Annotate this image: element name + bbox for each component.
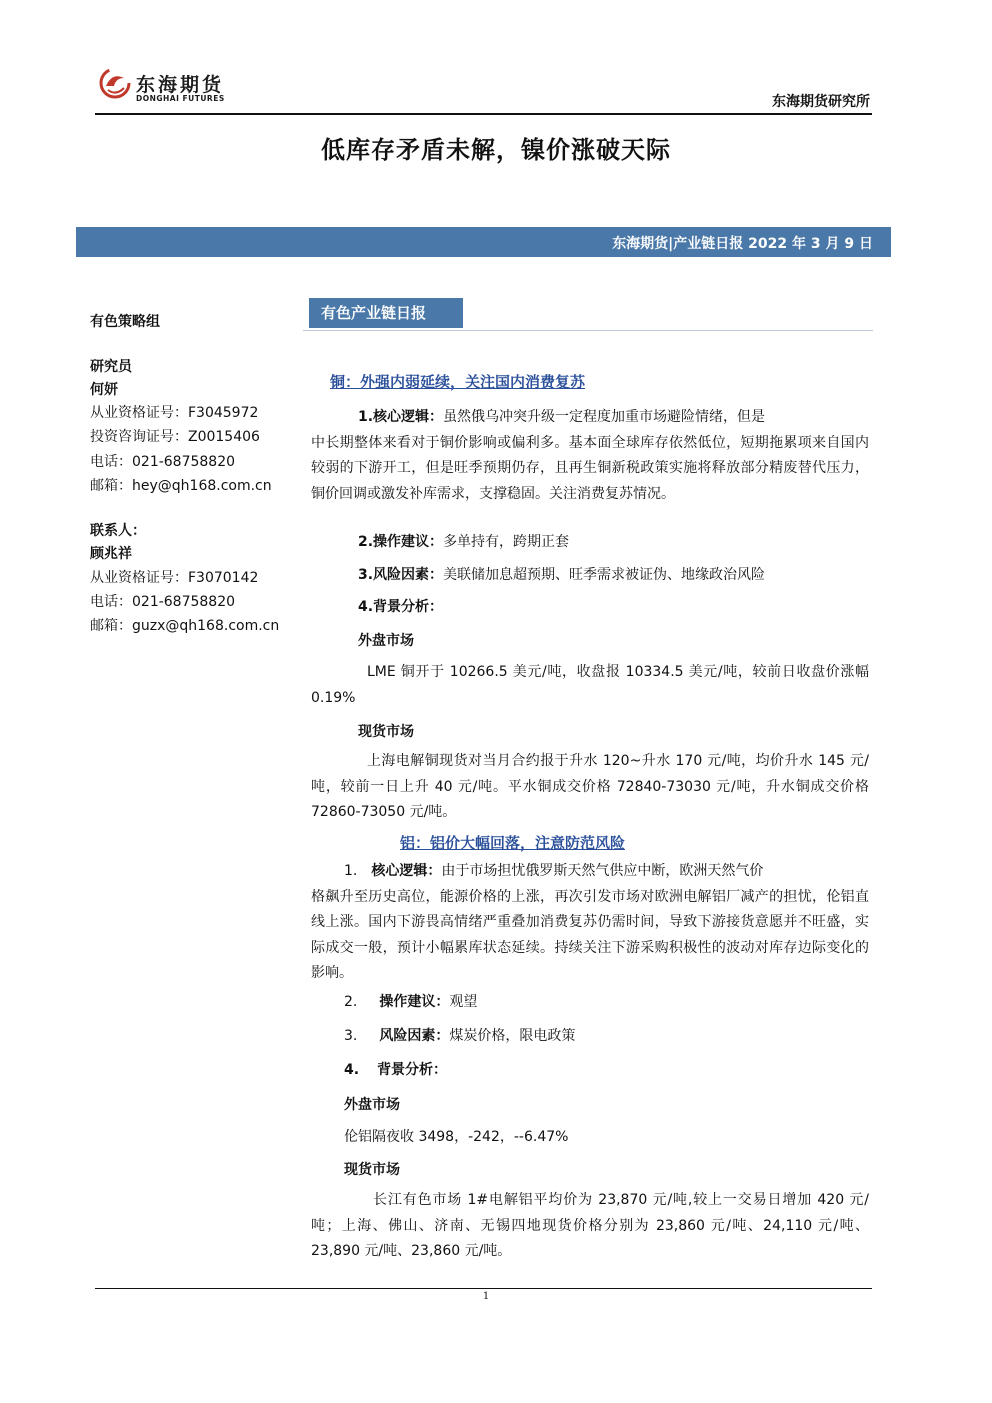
aluminum-operation-text: 观望 xyxy=(449,994,478,1010)
page-number: 1 xyxy=(482,1291,490,1302)
aluminum-risk xyxy=(344,1024,575,1050)
contact-phone: 电话：021-68758820 xyxy=(90,594,236,610)
aluminum-risk-text: 煤炭价格，限电政策 xyxy=(449,1028,576,1044)
tag-divider xyxy=(303,330,873,331)
copper-spot-text: 上海电解铜现货对当月合约报于升水 120~升水 170 元/吨，均价升水 145 元/吨，较前一日上升 40 元/吨。平水铜成交价格 72840-73030 元/吨，升水铜成交价格 72860-73050 元/吨。 xyxy=(311,753,869,820)
logo-english-text: DONGHAI FUTURES xyxy=(136,94,225,103)
footer-divider xyxy=(95,1288,872,1289)
donghai-logo-icon xyxy=(98,66,132,100)
aluminum-section-title: 铝：铝价大幅回落，注意防范风险 xyxy=(400,834,626,852)
document-title: 低库存矛盾未解，镍价涨破天际 xyxy=(321,136,671,164)
aluminum-spot-label: 现货市场 xyxy=(344,1162,400,1178)
copper-core-logic-line1: 虽然俄乌冲突升级一定程度加重市场避险情绪，但是 xyxy=(443,409,766,425)
copper-operation-label: 2.操作建议： xyxy=(358,534,444,550)
copper-core-logic-label: 1.核心逻辑： xyxy=(358,409,444,425)
copper-spot-label: 现货市场 xyxy=(358,724,414,740)
strategy-group: 有色策略组 xyxy=(90,314,160,330)
copper-overseas-label: 外盘市场 xyxy=(358,633,414,649)
contact-name: 顾兆祥 xyxy=(90,546,132,562)
aluminum-operation-label: 操作建议： xyxy=(379,994,450,1010)
copper-risk-label: 3.风险因素： xyxy=(358,567,444,583)
aluminum-risk-number: 3. xyxy=(344,1028,358,1044)
aluminum-core-logic-label: 核心逻辑： xyxy=(371,863,442,879)
copper-operation xyxy=(358,530,569,556)
aluminum-operation-number: 2. xyxy=(344,994,358,1010)
copper-core-logic-text: 中长期整体来看对于铜价影响或偏利多。基本面全球库存依然低位，短期拖累项来自国内较弱的下游开工，但是旺季预期仍存，且再生铜新税政策实施将释放部分精废替代压力，铜价回调或激发补库需求，支撑稳固。关注消费复苏情况。 xyxy=(311,434,869,502)
copper-section-title: 铜：外强内弱延续，关注国内消费复苏 xyxy=(330,373,586,391)
copper-core-logic xyxy=(311,405,869,507)
aluminum-core-logic-text: 格飙升至历史高位，能源价格的上涨，再次引发市场对欧洲电解铝厂减产的担忧，伦铝直线上涨。国内下游畏高情绪严重叠加消费复苏仍需时间，导致下游接货意愿并不旺盛，实际成交一般，预计小幅累库状态延续。持续关注下游采购积极性的波动对库存边际变化的影响。 xyxy=(311,888,869,981)
aluminum-overseas-text: 伦铝隔夜收 3498，-242，--6.47% xyxy=(344,1129,569,1145)
researcher-phone: 电话：021-68758820 xyxy=(90,454,236,470)
contact-email: 邮箱：guzx@qh168.com.cn xyxy=(90,618,280,634)
aluminum-core-logic-number: 1. xyxy=(344,863,358,879)
banner-text: 东海期货|产业链日报 2022 年 3 月 9 日 xyxy=(612,236,873,252)
report-banner xyxy=(76,227,891,257)
aluminum-operation xyxy=(344,990,477,1016)
section-tag: 有色产业链日报 xyxy=(309,298,463,328)
aluminum-core-logic xyxy=(311,859,869,987)
copper-operation-text: 多单持有，跨期正套 xyxy=(443,534,570,550)
copper-risk xyxy=(358,563,765,589)
researcher-qualification: 从业资格证号：F3045972 xyxy=(90,405,259,421)
aluminum-overseas-label: 外盘市场 xyxy=(344,1097,400,1113)
researcher-role: 研究员 xyxy=(90,359,132,375)
copper-overseas-text: LME 铜开于 10266.5 美元/吨，收盘报 10334.5 美元/吨，较前日收盘价涨幅 0.19% xyxy=(311,664,869,706)
researcher-advisory: 投资咨询证号：Z0015406 xyxy=(90,429,260,445)
copper-risk-text: 美联储加息超预期、旺季需求被证伪、地缘政治风险 xyxy=(443,567,766,583)
copper-background-label: 4.背景分析： xyxy=(358,599,444,615)
aluminum-risk-label: 风险因素： xyxy=(379,1028,450,1044)
logo-chinese-text: 东海期货 xyxy=(136,74,225,96)
aluminum-background xyxy=(344,1058,447,1084)
header-divider xyxy=(95,113,872,115)
aluminum-core-logic-line1: 由于市场担忧俄罗斯天然气供应中断，欧洲天然气价 xyxy=(441,863,764,879)
aluminum-background-number: 4. xyxy=(344,1062,360,1078)
contact-qualification: 从业资格证号：F3070142 xyxy=(90,570,259,586)
researcher-name: 何妍 xyxy=(90,382,118,398)
contact-role: 联系人： xyxy=(90,523,146,539)
institute-name: 东海期货研究所 xyxy=(772,94,870,110)
researcher-email: 邮箱：hey@qh168.com.cn xyxy=(90,478,272,494)
aluminum-spot-text: 长江有色市场 1#电解铝平均价为 23,870 元/吨,较上一交易日增加 420 元/吨；上海、佛山、济南、无锡四地现货价格分别为 23,860 元/吨、24,110 元/吨、23,890 元/吨、23,860 元/吨。 xyxy=(311,1192,869,1259)
aluminum-background-label: 背景分析： xyxy=(377,1062,448,1078)
